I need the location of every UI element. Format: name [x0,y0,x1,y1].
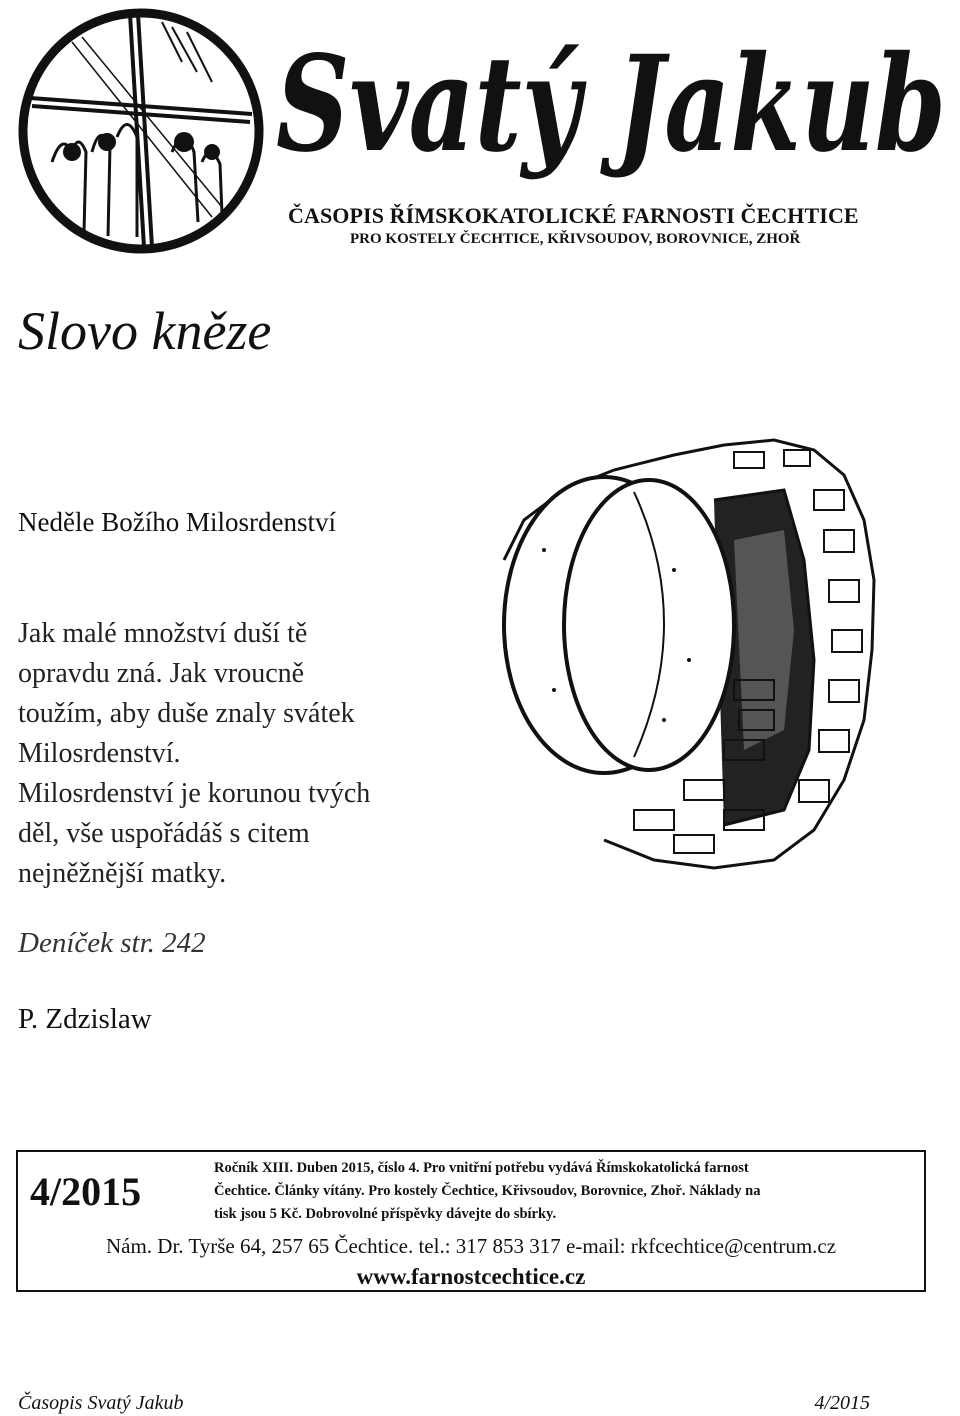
quote-line: toužím, aby duše znaly svátek [18,698,355,729]
issue-note-line: Čechtice. Články vítány. Pro kostely Čechtice, Křivsoudov, Borovnice, Zhoř. Náklady na [214,1183,761,1199]
issue-number: 4/2015 [30,1169,142,1214]
footer-issue: 4/2015 [814,1392,870,1414]
masthead-title-text: Svatý Jakub [276,27,946,182]
masthead-subtitle: ČASOPIS ŘÍMSKOKATOLICKÉ FARNOSTI ČECHTICE [288,203,859,228]
issue-note-line: Ročník XIII. Duben 2015, číslo 4. Pro vnitřní potřebu vydává Římskokatolická farnost [214,1160,749,1176]
section-title: Slovo kněze [18,301,272,361]
masthead-subtitle-parishes: PRO KOSTELY ČECHTICE, KŘIVSOUDOV, BOROVNICE, ZHOŘ [350,231,801,247]
quote-line: děl, vše uspořádáš s citem [18,818,310,849]
feast-heading: Neděle Božího Milosrdenství [18,507,336,537]
author: P. Zdzislaw [18,1003,152,1035]
issue-note [214,1157,918,1226]
website-link[interactable]: www.farnostcechtice.cz [356,1264,586,1289]
issue-note-line: tisk jsou 5 Kč. Dobrovolné příspěvky dávejte do sbírky. [214,1206,557,1222]
quote-line: Milosrdenství. [18,738,181,769]
quote-source: Deníček str. 242 [18,927,206,959]
contact-line: Nám. Dr. Tyrše 64, 257 65 Čechtice. tel.: 317 853 317 e-mail: rkfcechtice@centrum.cz [105,1234,837,1258]
quote-line: Jak malé množství duší tě [18,618,308,649]
quote-line: opravdu zná. Jak vroucně [18,658,305,689]
masthead-title [262,0,958,190]
parish-logo [12,2,270,260]
quote [18,614,488,894]
quote-line: Milosrdenství je korunou tvých [18,778,371,809]
footer-publication: Časopis Svatý Jakub [18,1392,184,1414]
empty-tomb-illustration [484,430,952,870]
quote-line: nejněžnější matky. [18,858,227,889]
